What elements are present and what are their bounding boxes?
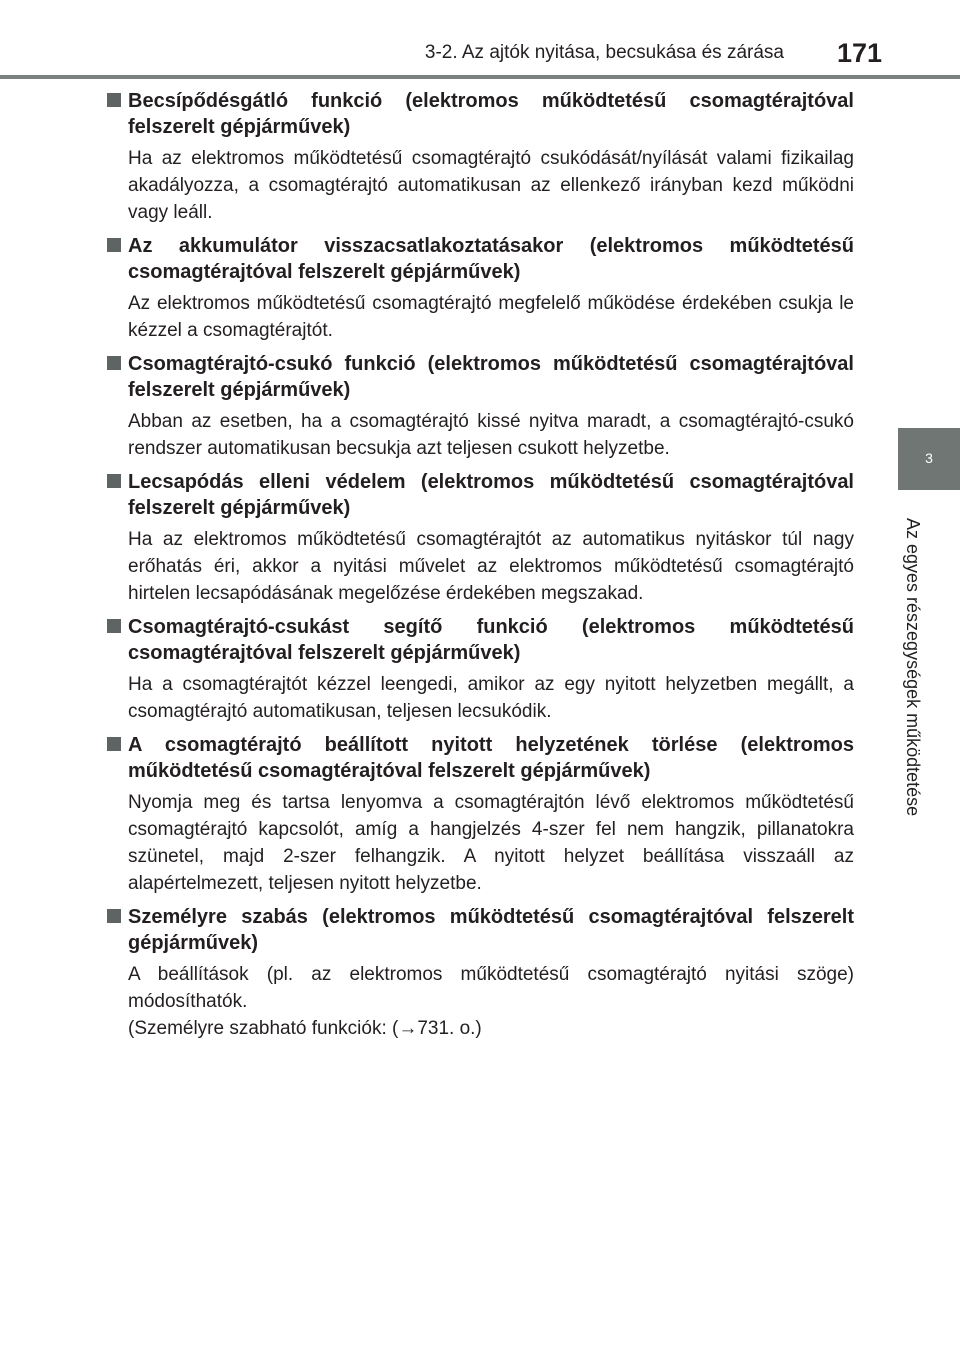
section-body: Nyomja meg és tartsa lenyomva a csomagtérajtón lévő elektromos működtetésű csomagtérajtó kapcsolót, amíg a hangjelzés 4-szer fel nem hangzik, pillanatokra szünetel, majd 2-szer felhangzik. A nyitott helyzet beállítása visszaáll az alapértelmezett, teljesen nyitott helyzetbe. [128,792,854,894]
chapter-number: 3 [925,450,933,466]
page-header [0,0,960,80]
section-body: Abban az esetben, ha a csomagtérajtó kissé nyitva maradt, a csomagtérajtó-csukó rendszer automatikusan becsukja azt teljesen csukott helyzetbe. [128,411,854,459]
section-heading [107,469,854,521]
section-pinch-protection [107,88,854,226]
header-rule [0,75,960,79]
section-customization [107,904,854,1042]
section-heading [107,88,854,140]
section-body: Ha az elektromos működtetésű csomagtérajtó csukódását/nyílását valami fizikailag akadályozza, a csomagtérajtó automatikusan az ellenkező irányban kezd működni vagy leáll. [128,148,854,223]
section-heading-text: Csomagtérajtó-csukást segítő funkció (elektromos működtetésű csomagtérajtóval felszerelt gépjárművek) [128,616,854,664]
square-bullet-icon [107,619,121,633]
square-bullet-icon [107,238,121,252]
chapter-side-band [898,490,960,872]
section-closer-function [107,351,854,462]
square-bullet-icon [107,909,121,923]
chapter-title: Az egyes részegységek működtetése [903,518,923,817]
page-number: 171 [836,38,882,68]
section-body: Ha a csomagtérajtót kézzel leengedi, amikor az egy nyitott helyzetben megállt, a csomagtérajtó automatikusan, teljesen lecsukódik. [128,674,854,722]
section-heading [107,732,854,784]
section-heading [107,351,854,403]
square-bullet-icon [107,737,121,751]
section-heading [107,233,854,285]
section-heading [107,904,854,956]
section-heading-text: Személyre szabás (elektromos működtetésű csomagtérajtóval felszerelt gépjárművek) [128,906,854,954]
section-battery-reconnect [107,233,854,344]
customization-reference: (Személyre szabható funkciók: (→731. o.) [128,1018,482,1039]
section-title: 3-2. Az ajtók nyitása, becsukása és zárása [424,42,784,63]
section-heading [107,614,854,666]
section-closing-assist [107,614,854,725]
square-bullet-icon [107,356,121,370]
square-bullet-icon [107,474,121,488]
square-bullet-icon [107,93,121,107]
section-body: A beállítások (pl. az elektromos működtetésű csomagtérajtó nyitási szöge) módosíthatók. [128,964,854,1012]
section-body: Ha az elektromos működtetésű csomagtérajtót az automatikus nyitáskor túl nagy erőhatás éri, akkor a nyitási művelet az elektromos működtetésű csomagtérajtó hirtelen lecsapódásának megelőzése érdekében megszakad. [128,529,854,604]
chapter-tab [898,428,960,490]
section-body: Az elektromos működtetésű csomagtérajtó megfelelő működése érdekében csukja le kézzel a csomagtérajtót. [128,293,854,341]
section-heading-text: Lecsapódás elleni védelem (elektromos működtetésű csomagtérajtóval felszerelt gépjárművek) [128,471,854,519]
section-heading-text: Becsípődésgátló funkció (elektromos működtetésű csomagtérajtóval felszerelt gépjárművek) [128,90,854,138]
section-heading-text: Az akkumulátor visszacsatlakoztatásakor (elektromos működtetésű csomagtérajtóval felszerelt gépjárművek) [128,235,854,283]
section-heading-text: A csomagtérajtó beállított nyitott helyzetének törlése (elektromos működtetésű csomagtérajtóval felszerelt gépjárművek) [128,734,854,782]
section-reset-open-position [107,732,854,897]
section-drop-protection [107,469,854,607]
section-heading-text: Csomagtérajtó-csukó funkció (elektromos működtetésű csomagtérajtóval felszerelt gépjárművek) [128,353,854,401]
page-content [107,88,854,1049]
